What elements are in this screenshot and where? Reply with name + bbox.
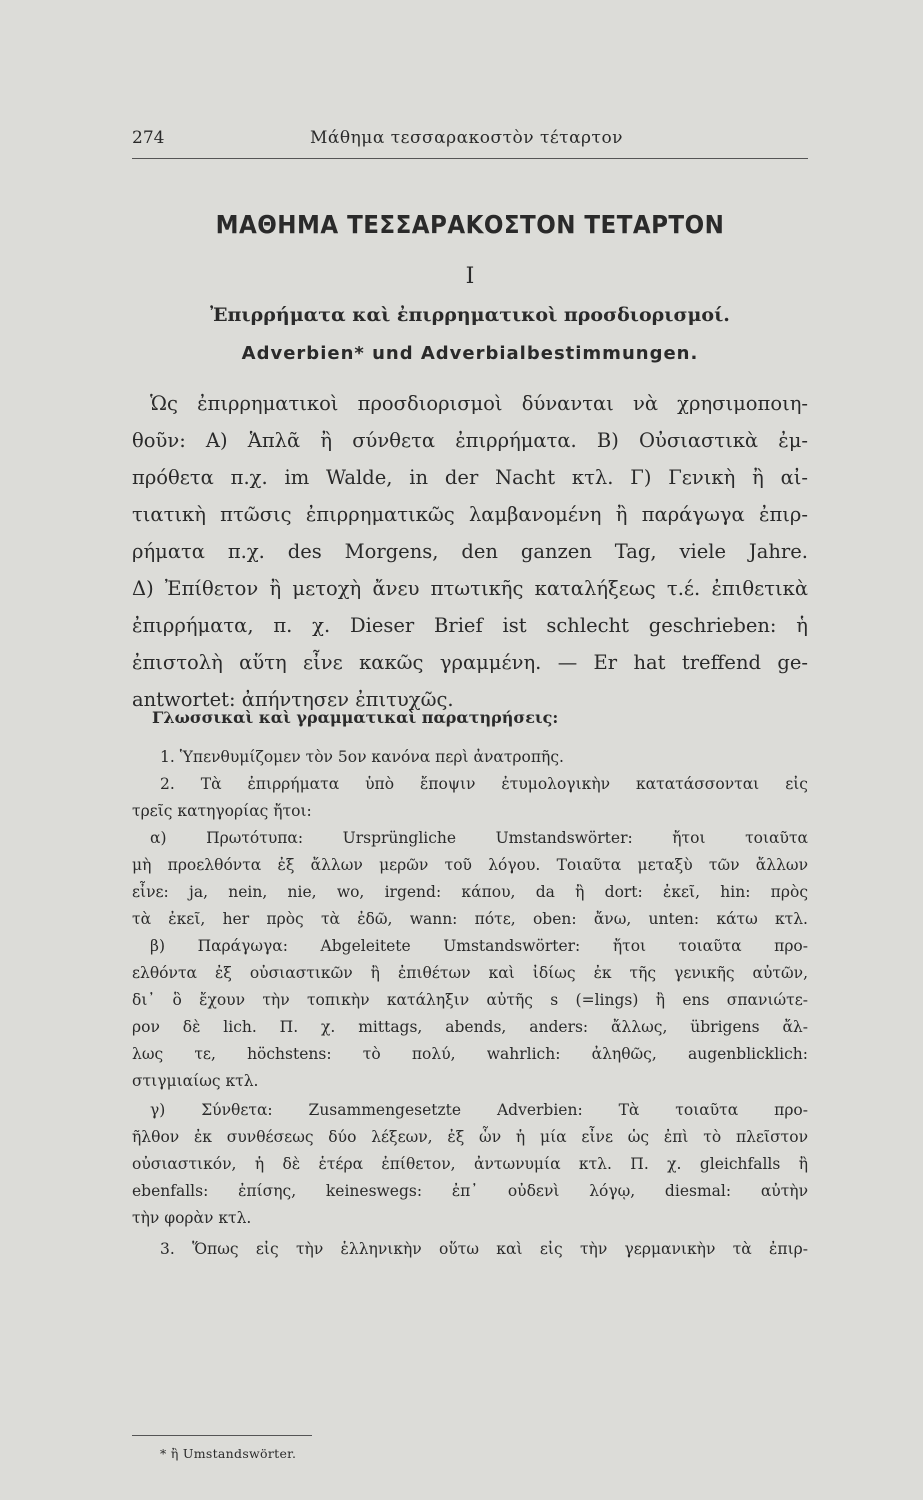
note-line: στιγμιαίως κτλ. bbox=[132, 1072, 259, 1090]
intro-line: ρήματα π.χ. des Morgens, den ganzen Tag, viele Jahre. bbox=[132, 540, 808, 563]
page-header bbox=[132, 128, 808, 158]
note-line: ρον δὲ lich. Π. χ. mittags, abends, anders: ἄλλως, übrigens ἄλ- bbox=[132, 1018, 808, 1036]
footnote: * ἢ Umstandswörter. bbox=[160, 1446, 297, 1461]
subtitle-german: Adverbien* und Adverbialbestimmungen. bbox=[241, 343, 699, 364]
note-line: οὐσιαστικόν, ἡ δὲ ἑτέρα ἐπίθετον, ἀντωνυμία κτλ. Π. χ. gleichfalls ἢ bbox=[132, 1155, 808, 1173]
note-line: ῆλθον ἐκ συνθέσεως δύο λέξεων, ἐξ ὧν ἡ μία εἶνε ὡς ἐπὶ τὸ πλεῖστον bbox=[132, 1128, 808, 1146]
note-line: τὰ ἐκεῖ, her πρὸς τὰ ἐδῶ, wann: πότε, oben: ἄνω, unten: κάτω κτλ. bbox=[132, 910, 808, 928]
note-line: γ) Σύνθετα: Zusammengesetzte Adverbien: Τὰ τοιαῦτα προ- bbox=[150, 1101, 808, 1119]
chapter-title: ΜΑΘΗΜΑ ΤΕΣΣΑΡΑΚΟΣΤΟΝ ΤΕΤΑΡΤΟΝ bbox=[215, 210, 725, 239]
note-line: τρεῖς κατηγορίας ἤτοι: bbox=[132, 802, 312, 820]
note-line: α) Πρωτότυπα: Ursprüngliche Umstandswörter: ἤτοι τοιαῦτα bbox=[150, 829, 808, 847]
note-line: ebenfalls: ἐπίσης, keineswegs: ἐπ᾽ οὐδενὶ λόγῳ, diesmal: αὐτὴν bbox=[132, 1182, 808, 1200]
intro-line: antwortet: ἀπήντησεν ἐπιτυχῶς. bbox=[132, 688, 454, 711]
note-line: ελθόντα ἐξ οὐσιαστικῶν ἢ ἐπιθέτων καὶ ἰδίως ἐκ τῆς γενικῆς αὐτῶν, bbox=[132, 964, 808, 982]
intro-line: Δ) Ἐπίθετον ἢ μετοχὴ ἄνευ πτωτικῆς καταλήξεως τ.έ. ἐπιθετικὰ bbox=[132, 577, 808, 600]
page-number: 274 bbox=[132, 128, 165, 148]
intro-line: ἐπιρρήματα, π. χ. Dieser Brief ist schlecht geschrieben: ἡ bbox=[132, 614, 808, 637]
section-number: I bbox=[465, 264, 475, 289]
note-line: δι᾽ ὃ ἔχουν τὴν τοπικὴν κατάληξιν αὐτῆς s (=lings) ἢ ens σπανιώτε- bbox=[132, 991, 808, 1009]
intro-line: τιατικὴ πτῶσις ἐπιρρηματικῶς λαμβανομένη ἢ παράγωγα ἐπιρ- bbox=[132, 503, 808, 526]
note-line: τὴν φορὰν κτλ. bbox=[132, 1209, 252, 1227]
note-line: 2. Τὰ ἐπιρρήματα ὑπὸ ἔποψιν ἐτυμολογικὴν κατατάσσονται εἰς bbox=[160, 775, 808, 793]
note-line: β) Παράγωγα: Abgeleitete Umstandswörter: ἤτοι τοιαῦτα προ- bbox=[150, 937, 808, 955]
intro-line: Ὡς ἐπιρρηματικοὶ προσδιορισμοὶ δύνανται νὰ χρησιμοποιη- bbox=[150, 392, 808, 415]
footnote-rule bbox=[132, 1435, 312, 1436]
note-line: 1. Ὑπενθυμίζομεν τὸν 5ον κανόνα περὶ ἀνατροπῆς. bbox=[160, 748, 564, 766]
note-line: εἶνε: ja, nein, nie, wo, irgend: κάπου, da ἢ dort: ἐκεῖ, hin: πρὸς bbox=[132, 883, 808, 901]
note-line: λως τε, höchstens: τὸ πολύ, wahrlich: ἀληθῶς, augenblicklich: bbox=[132, 1045, 808, 1063]
note-line: 3. Ὅπως εἰς τὴν ἑλληνικὴν οὕτω καὶ εἰς τὴν γερμανικὴν τὰ ἐπιρ- bbox=[160, 1240, 808, 1258]
subtitle-greek: Ἐπιρρήματα καὶ ἐπιρρηματικοὶ προσδιορισμοί. bbox=[210, 304, 730, 326]
note-line: μὴ προελθόντα ἐξ ἄλλων μερῶν τοῦ λόγου. Τοιαῦτα μεταξὺ τῶν ἄλλων bbox=[132, 856, 808, 874]
notes-heading: Γλωσσικαὶ καὶ γραμματικαὶ παρατηρήσεις: bbox=[152, 708, 559, 727]
intro-line: ἐπιστολὴ αὕτη εἶνε κακῶς γραμμένη. — Er hat treffend ge- bbox=[132, 651, 808, 674]
intro-line: θοῦν: Α) Ἁπλᾶ ἢ σύνθετα ἐπιρρήματα. Β) Οὐσιαστικὰ ἐμ- bbox=[132, 429, 808, 452]
running-title: Μάθημα τεσσαρακοστὸν τέταρτον bbox=[310, 128, 624, 148]
intro-line: πρόθετα π.χ. im Walde, in der Nacht κτλ. Γ) Γενικὴ ἢ αἰ- bbox=[132, 466, 808, 489]
header-rule bbox=[132, 158, 808, 159]
